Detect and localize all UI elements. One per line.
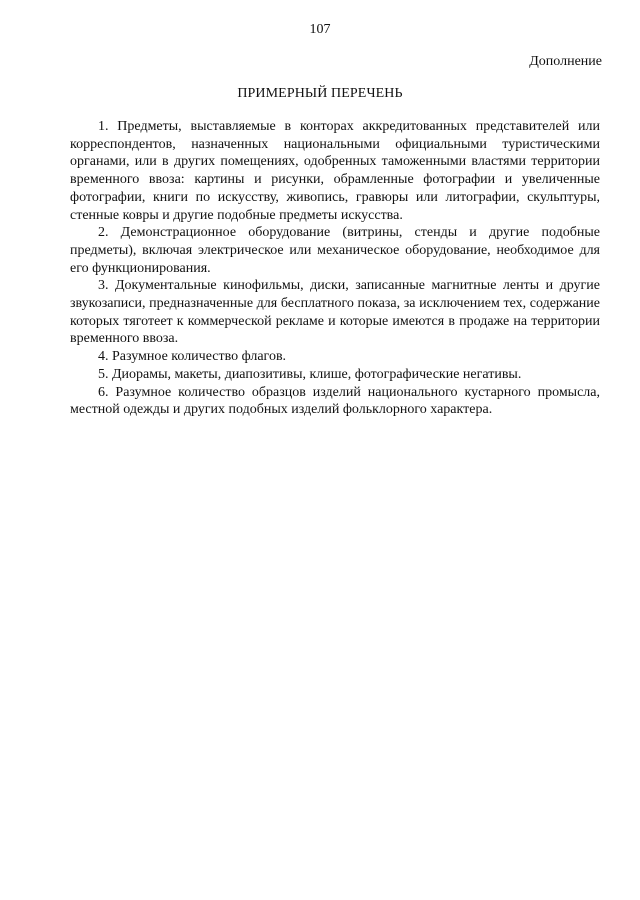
- item-list: [70, 118, 600, 419]
- list-item: 2. Демонстрационное оборудование (витрины, стенды и другие подобные предметы), включая электрическое или механическое оборудование, необходимое для его функционирования.: [70, 225, 600, 276]
- list-item: 3. Документальные кинофильмы, диски, записанные магнитные ленты и другие звукозаписи, предназначенные для бесплатного показа, за исключением тех, содержание которых тяготеет к коммерческой рекламе и которые имеются в продаже на территории временного ввоза.: [70, 278, 600, 347]
- document-title: ПРИМЕРНЫЙ ПЕРЕЧЕНЬ: [237, 86, 403, 101]
- list-item: 4. Разумное количество флагов.: [98, 349, 287, 365]
- list-item: 6. Разумное количество образцов изделий национального кустарного промысла, местной одежды и других подобных изделий фольклорного характера.: [70, 384, 600, 418]
- appendix-label: Дополнение: [529, 54, 602, 69]
- page-number: 107: [309, 22, 331, 37]
- list-item: 1. Предметы, выставляемые в конторах аккредитованных представителей или корреспондентов, назначенных национальными официальными туристическими органами, или в других помещениях, одобренных таможенными властями территории временного ввоза: картины и рисунки, обрамленные фотографии и увеличенные фотографии, книги по искусству, живопись, гравюры или литографии, скульптуры, стенные ковры и другие подобные предметы искусства.: [70, 119, 600, 223]
- list-item: 5. Диорамы, макеты, диапозитивы, клише, фотографические негативы.: [98, 366, 522, 382]
